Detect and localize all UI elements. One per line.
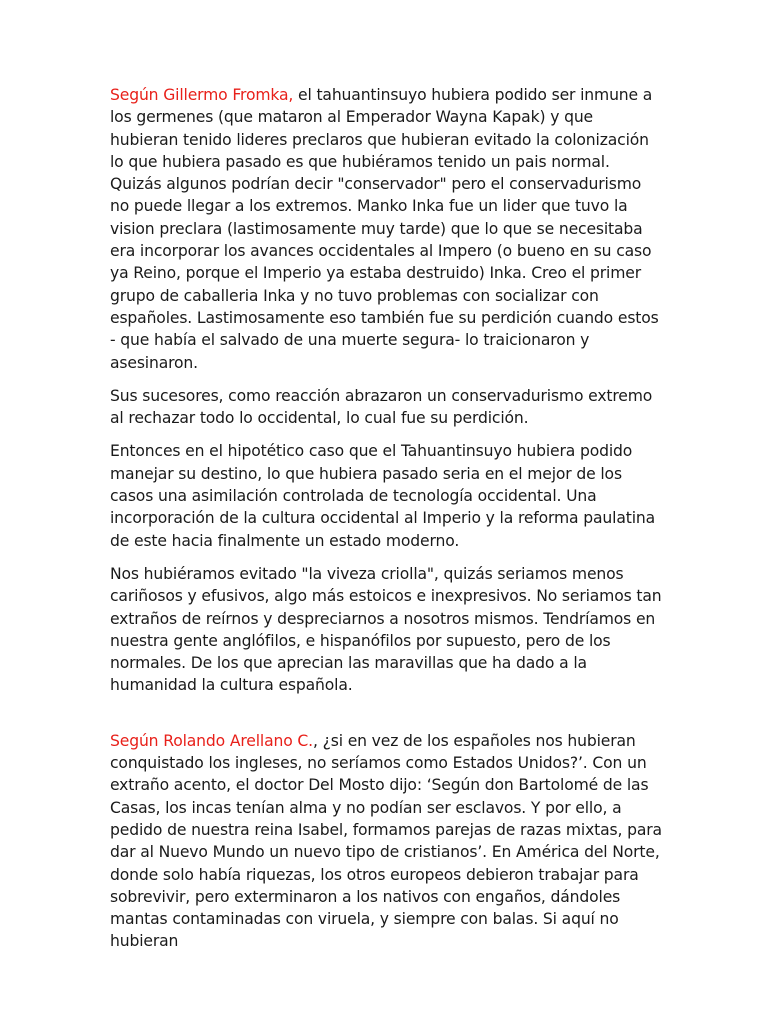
- paragraph-arellano-intro: [110, 730, 662, 953]
- paragraph-viveza-criolla: Nos hubiéramos evitado "la viveza criolla", quizás seriamos menos cariñosos y efusivos, algo más estoicos e inexpresivos. No seriamos tan extraños de reírnos y despreciarnos a nosotros mismos. Tendríamos en nuestra gente anglófilos, e hispanófilos por supuesto, pero de los normales. De los que aprecian las maravillas que ha dado a la humanidad la cultura española.: [110, 564, 662, 695]
- paragraph-fromka-intro: [110, 84, 662, 374]
- document-body: [110, 84, 662, 964]
- paragraph-text: , ¿si en vez de los españoles nos hubieran conquistado los ingleses, no seríamos como Estados Unidos?’. Con un extraño acento, el doctor Del Mosto dijo: ‘Según don Bartolomé de las Casas, los incas tenían alma y no podían ser esclavos. Y por ello, a pedido de nuestra reina Isabel, formamos parejas de razas mixtas, para dar al Nuevo Mundo un nuevo tipo de cristianos’. En América del Norte, donde solo había riquezas, los otros europeos debieron trabajar para sobrevivir, pero exterminaron a los nativos con engaños, dándoles mantas contaminadas con viruela, y siempre con balas. Si aquí no hubieran: [110, 731, 662, 951]
- paragraph-sucesores: Sus sucesores, como reacción abrazaron un conservadurismo extremo al rechazar todo lo occidental, lo cual fue su perdición.: [110, 386, 653, 428]
- author-name-arellano: Según Rolando Arellano C.: [110, 731, 313, 750]
- paragraph-text: el tahuantinsuyo hubiera podido ser inmune a los germenes (que mataron al Emperador Wayna Kapak) y que hubieran tenido lideres preclaros que hubieran evitado la colonización lo que hubiera pasado es que hubiéramos tenido un pais normal. Quizás algunos podrían decir "conservador" pero el conservadurismo no puede llegar a los extremos. Manko Inka fue un lider que tuvo la vision preclara (lastimosamente muy tarde) que lo que se necesitaba era incorporar los avances occidentales al Impero (o bueno en su caso ya Reino, porque el Imperio ya estaba destruido) Inka. Creo el primer grupo de caballeria Inka y no tuvo problemas con socializar con españoles. Lastimosamente eso también fue su perdición cuando estos - que había el salvado de una muerte segura- lo traicionaron y asesinaron.: [110, 86, 659, 372]
- author-name-fromka: Según Gillermo Fromka,: [110, 86, 294, 104]
- paragraph-hipotetico: Entonces en el hipotético caso que el Tahuantinsuyo hubiera podido manejar su destino, lo que hubiera pasado seria en el mejor de los casos una asimilación controlada de tecnología occidental. Una incorporación de la cultura occidental al Imperio y la reforma paulatina de este hacia finalmente un estado moderno.: [110, 442, 656, 550]
